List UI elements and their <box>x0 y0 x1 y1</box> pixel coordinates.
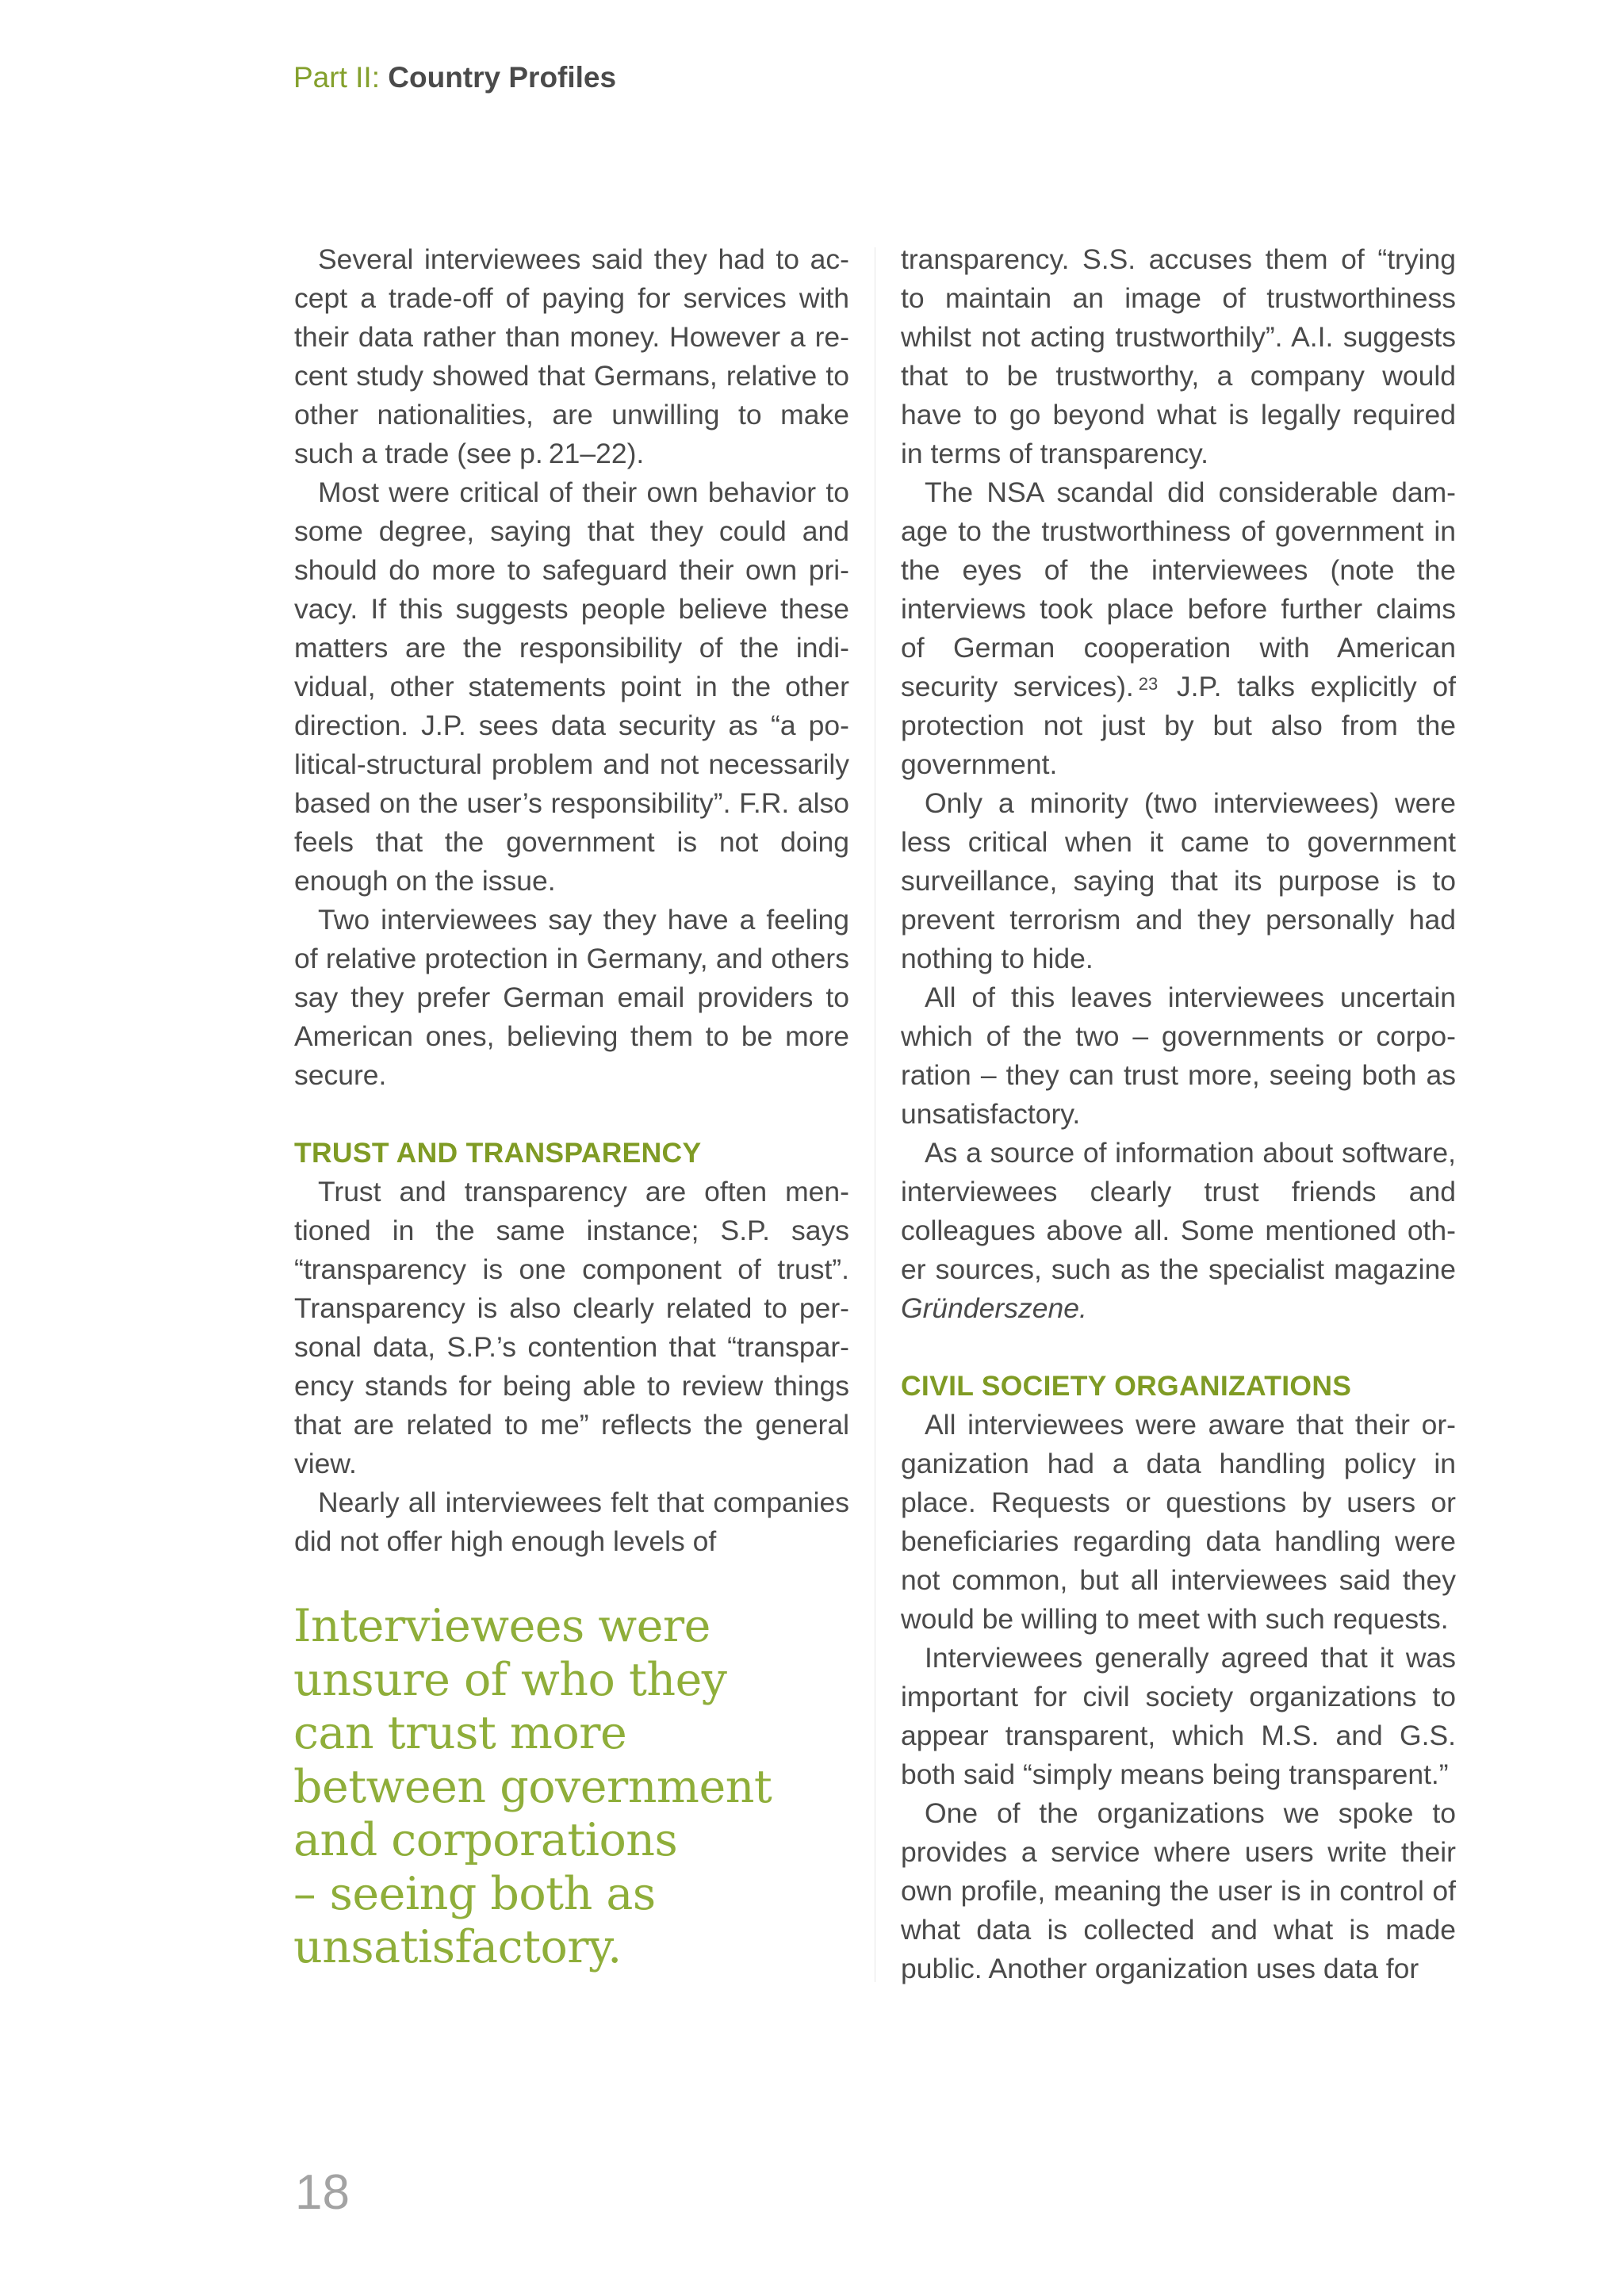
magazine-title: Gründerszene. <box>901 1292 1087 1324</box>
body-paragraph: All of this leaves interviewees uncertain which of the two – governments or corporation – they can trust more, seeing both as unsatisfactory. <box>901 982 1456 1130</box>
pull-quote-line: unsure of who they <box>293 1653 727 1706</box>
footnote-marker: 23 <box>1138 674 1159 694</box>
body-paragraph <box>901 473 1456 784</box>
left-column <box>294 240 849 1561</box>
pull-quote-line: between government <box>293 1760 772 1813</box>
body-paragraph: Interviewees generally agreed that it was important for civil society organizations to appear transparent, which M.S. and G.S. both said “simply means being transparent.” <box>901 1642 1456 1790</box>
header-part-label: Part II: <box>293 61 389 94</box>
pull-quote-line: can trust more <box>293 1707 627 1759</box>
pull-quote-line: and corporations <box>293 1814 678 1866</box>
right-column <box>901 240 1456 1988</box>
body-paragraph: Trust and transparency are often mentioned in the same instance; S.P. says “transparency is one component of trust”. Transparency is also clearly related to personal data, S.P.’s contention that “transparency stands for being able to review things that are related to me” reflects the general view. <box>294 1176 849 1479</box>
body-paragraph: All interviewees were aware that their organization had a data handling policy in place. Requests or questions by users or beneficiaries regarding data handling were not common, but all interviewees said they would be willing to meet with such requests. <box>901 1409 1456 1635</box>
body-paragraph: Only a minority (two interviewees) were less critical when it came to government surveillance, saying that its purpose is to prevent terrorism and they personally had nothing to hide. <box>901 787 1456 974</box>
running-header <box>293 59 616 97</box>
page-number: 18 <box>295 2165 350 2220</box>
section-heading-trust: TRUST AND TRANSPARENCY <box>294 1137 702 1169</box>
body-paragraph: transparency. S.S. accuses them of “trying to maintain an image of trustworthiness whilst not acting trustworthily”. A.I. suggests that to be trustworthy, a company would have to go beyond what is legally required in terms of transparency. <box>901 243 1456 469</box>
body-paragraph: One of the organizations we spoke to provides a service where users write their own profile, meaning the user is in control of what data is collected and what is made public. Another organization uses data for <box>901 1797 1456 1984</box>
body-paragraph <box>901 1134 1456 1328</box>
pull-quote-line: – seeing both as <box>293 1867 656 1920</box>
body-paragraph: Most were critical of their own behavior to some degree, saying that they could and should do more to safeguard their own privacy. If this suggests people believe these matters are the responsibility of the individual, other statements point in the other direction. J.P. sees data security as “a political-structural problem and not necessarily based on the user’s responsibility”. F.R. also feels that the government is not doing enough on the issue. <box>294 476 849 897</box>
body-paragraph: Nearly all interviewees felt that companies did not offer high enough levels of <box>294 1487 849 1557</box>
pull-quote-line: unsatisfactory. <box>293 1921 622 1973</box>
pull-quote <box>293 1600 801 1975</box>
header-section-title: Country Profiles <box>388 61 617 94</box>
body-paragraph: Two interviewees say they have a feeling of relative protection in Germany, and others say they prefer German email providers to American ones, believing them to be more secure. <box>294 904 849 1091</box>
pull-quote-line: Interviewees were <box>293 1600 710 1652</box>
paragraph-text: The NSA scandal did considerable damage to the trustworthiness of government in the eyes of the interviewees (note the interviews took place before further claims of German cooperation with American security services). <box>901 476 1456 702</box>
paragraph-text: As a source of information about software, interviewees clearly trust friends and colleagues above all. Some mentioned other sources, such as the specialist magazine <box>901 1137 1456 1285</box>
paragraph-text: J.P. talks explicitly of protection not just by but also from the government. <box>901 671 1456 780</box>
section-heading-civil-society: CIVIL SOCIETY ORGANIZATIONS <box>901 1370 1352 1402</box>
body-paragraph: Several interviewees said they had to accept a trade-off of paying for services with their data rather than money. However a recent study showed that Germans, relative to other nationalities, are unwilling to make such a trade (see p. 21–22). <box>294 243 849 469</box>
